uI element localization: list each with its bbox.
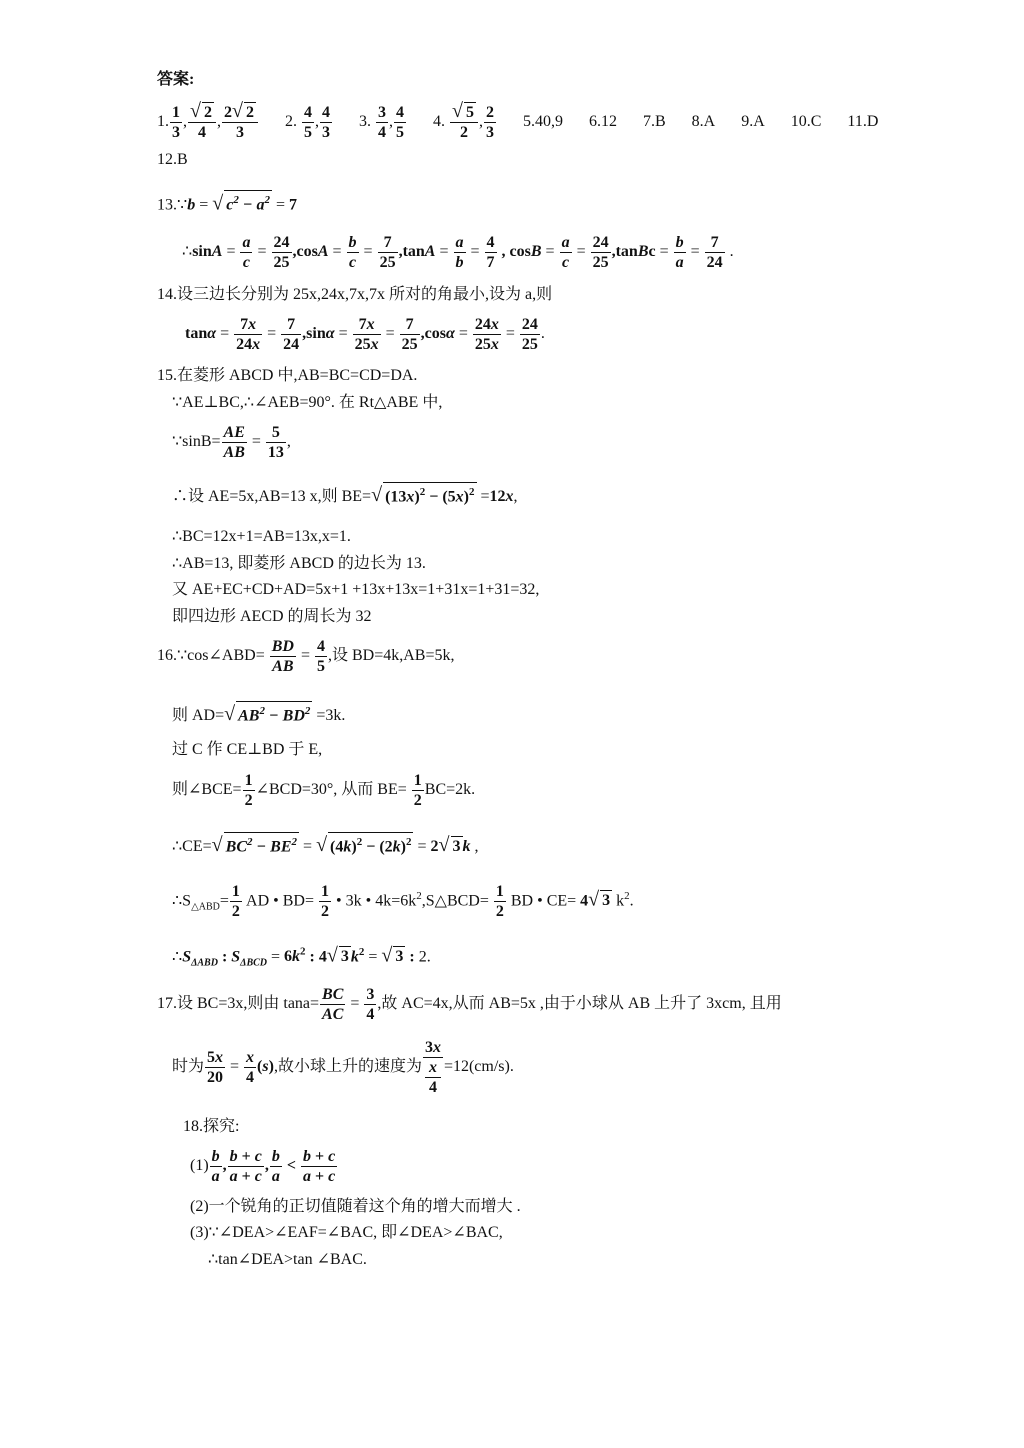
q17-line-1: 17.设 BC=3x,则由 tana= $\frac{BC}{AC}$ = $\frac{3}{4}$ ,故 AC=4x,从而 AB=5x ,由于小球从 AB 上升了 3xcm, 且用 bbox=[157, 985, 782, 1023]
answer-5: 5.40,9 bbox=[522, 113, 563, 130]
q15-line-8: 即四边形 AECD 的周长为 32 bbox=[172, 608, 372, 625]
answer-1: 1. $\frac{1}{3}$ , $\frac{√ 2}{4}$ , $\frac{2√ 2}{3}$ bbox=[157, 100, 259, 144]
q15-line-7: 又 AE+EC+CD+AD=5x+1 +13x+13x=1+31x=1+31=32, bbox=[172, 581, 540, 598]
q15-line-1: 15.在菱形 ABCD 中,AB=BC=CD=DA. bbox=[157, 367, 418, 384]
q18-part-1: (1) $\frac{b}{a}$ , $\frac{b + c}{a + c}$ , $\frac{b}{a}$ < $\frac{b + c}{a + c}$ bbox=[190, 1147, 336, 1185]
q16-line-5: ∴CE=√ $BC^2 - BE^2$ = √ $(4k)^2 - (2k)^2 = 2√$ 3 k , bbox=[172, 830, 479, 862]
answer-3: 3. $\frac{3}{4}$ , $\frac{4}{5}$ bbox=[358, 103, 404, 141]
q16-line-7: $\therefore S_{\Delta ABD}$ : $S_{\Delta BCD} = 6k^2$ : 4√ 3 $k^2$ = √ 3 : 2. bbox=[172, 944, 431, 969]
q16-line-2: 则 AD=√ $AB^2 - BD^2 =3k$. bbox=[172, 700, 345, 730]
q15-line-5: ∴BC=12x+1=AB=13x,x=1. bbox=[172, 528, 351, 545]
answers-row-1 bbox=[157, 100, 900, 144]
answer-8: 8.A bbox=[691, 113, 716, 130]
q14-line-1: 14.设三边长分别为 25x,24x,7x,7x 所对的角最小,设为 a,则 bbox=[157, 286, 553, 303]
answer-11: 11.D bbox=[847, 113, 879, 130]
q15-line-3: ∵sinB= $\frac{AE}{AB}$ = $\frac{5}{13}$ , bbox=[172, 423, 291, 461]
answer-6: 6.12 bbox=[588, 113, 617, 130]
answer-7: 7.B bbox=[642, 113, 666, 130]
q15-line-2: ∵AE⊥BC,∴∠AEB=90°. 在 Rt△ABE 中, bbox=[172, 394, 443, 411]
q16-line-3: 过 C 作 CE⊥BD 于 E, bbox=[172, 741, 323, 758]
q16-line-1: 16.∵cos∠ABD= $\frac{BD}{AB}$ = $\frac{4}{5}$ ,设 BD=4k,AB=5k, bbox=[157, 637, 455, 675]
answer-10: 10.C bbox=[790, 113, 822, 130]
q18-part-2: (2)一个锐角的正切值随着这个角的增大而增大 . bbox=[190, 1198, 521, 1215]
q15-line-6: ∴AB=13, 即菱形 ABCD 的边长为 13. bbox=[172, 555, 426, 572]
answers-heading: 答案: bbox=[157, 71, 195, 88]
q18-part-4: ∴tan∠DEA>tan ∠BAC. bbox=[208, 1251, 367, 1268]
q14-line-2: tanα = $\frac{7x}{24x}$ = $\frac{7}{24}$ ,sinα = $\frac{7x}{25x}$ = $\frac{7}{25}$ ,cosα = $\frac{24x}{25x}$ = $\frac{24}{25}$ . bbox=[185, 315, 545, 353]
q16-line-6: $\therefore S_{\triangle ABD}=$ $\frac{1}{2}$ AD • BD= $\frac{1}{2}$ • 3k • $4k=6k^2,S\triangle BCD=$ $\frac{1}{2}$ BD • CE= 4√ 3 $k^2$. bbox=[172, 883, 634, 921]
q13-line-1: 13.∵b = √ $c^2 - a^2 = 7$ bbox=[157, 190, 297, 218]
q15-line-4: ∴设 AE=5x,AB=13 x,则 BE=√ $(13x)^2 - (5x)^2 =12x$, bbox=[172, 480, 518, 512]
q16-line-4: 则∠BCE= $\frac{1}{2}$ ∠BCD=30°, 从而 BE= $\frac{1}{2}$ BC=2k. bbox=[172, 771, 476, 809]
answer-12: 12.B bbox=[157, 151, 188, 168]
answer-2: 2. $\frac{4}{5}$ , $\frac{4}{3}$ bbox=[284, 103, 330, 141]
q17-line-2: 时为 $\frac{5x}{20}$ = $\frac{x}{4}$ (s),故小球上升的速度为 3x x 4 =12(cm/s). bbox=[172, 1039, 514, 1096]
q13-line-2: ∴sinA = $\frac{a}{c}$ = $\frac{24}{25}$ ,cosA = $\frac{b}{c}$ = $\frac{7}{25}$ ,tanA = $\frac{a}{b}$ = $\frac{4}{7}$ , cosB = $\frac{a}{c}$ = $\frac{24}{25}$ ,tanBc = $\frac{b}{a}$ = $\frac{7}{24}$ . bbox=[182, 233, 734, 271]
q18-title: 18.探究: bbox=[183, 1118, 240, 1135]
q18-part-3: (3)∵∠DEA>∠EAF=∠BAC, 即∠DEA>∠BAC, bbox=[190, 1224, 503, 1241]
answer-4: 4. $\frac{√ 5}{2}$ , $\frac{2}{3}$ bbox=[432, 100, 494, 142]
answer-9: 9.A bbox=[741, 113, 765, 130]
